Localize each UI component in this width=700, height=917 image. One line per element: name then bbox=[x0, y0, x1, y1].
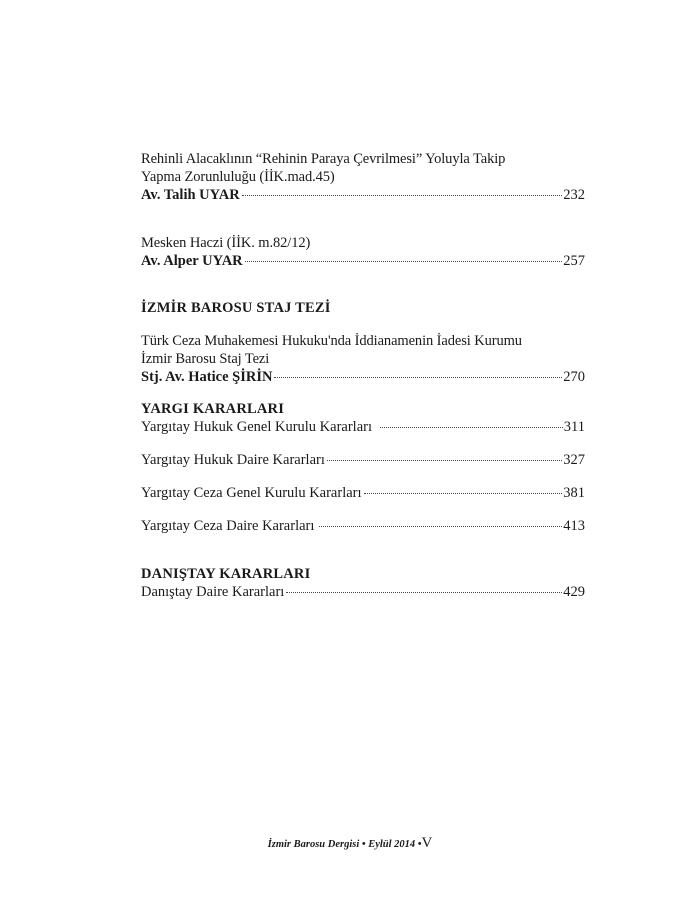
page-footer bbox=[0, 835, 700, 852]
dot-leader bbox=[364, 493, 563, 494]
dot-leader bbox=[274, 377, 562, 378]
dot-leader bbox=[327, 460, 562, 461]
entry-author-row bbox=[141, 252, 585, 270]
footer-page-number: V bbox=[421, 835, 433, 851]
toc-entry-staj-tezi bbox=[141, 332, 585, 386]
entry-label: Yargıtay Hukuk Genel Kurulu Kararları bbox=[141, 419, 373, 435]
toc-entry-row bbox=[141, 583, 585, 601]
entry-author: Av. Talih UYAR bbox=[141, 187, 240, 203]
entry-label: Yargıtay Ceza Genel Kurulu Kararları bbox=[141, 485, 362, 501]
table-of-contents bbox=[141, 150, 585, 601]
toc-entry-row bbox=[141, 418, 585, 436]
entry-title-line: İzmir Barosu Staj Tezi bbox=[141, 351, 270, 367]
entry-page-number: 270 bbox=[563, 369, 585, 385]
section-danistay-kararlari bbox=[141, 565, 585, 601]
section-yargi-kararlari bbox=[141, 400, 585, 535]
footer-date: Eylül 2014 bbox=[368, 839, 416, 850]
entry-label: Yargıtay Hukuk Daire Kararları bbox=[141, 452, 325, 468]
dot-leader bbox=[245, 261, 563, 262]
entry-page-number: 257 bbox=[563, 253, 585, 269]
section-heading: YARGI KARARLARI bbox=[141, 401, 285, 417]
footer-bullet: • bbox=[361, 839, 366, 850]
dot-leader bbox=[319, 526, 562, 527]
entry-page-number: 232 bbox=[563, 187, 585, 203]
toc-entry-rehinli-alacakli bbox=[141, 150, 585, 204]
entry-page-number: 381 bbox=[563, 485, 585, 501]
footer-journal-name: İzmir Barosu Dergisi bbox=[267, 839, 360, 850]
entry-label: Yargıtay Ceza Daire Kararları bbox=[141, 518, 315, 534]
entry-label: Danıştay Daire Kararları bbox=[141, 584, 285, 600]
entry-page-number: 327 bbox=[563, 452, 585, 468]
entry-title-line: Mesken Haczi (İİK. m.82/12) bbox=[141, 235, 311, 251]
section-heading: DANIŞTAY KARARLARI bbox=[141, 566, 311, 582]
dot-leader bbox=[242, 195, 563, 196]
entry-title-line: Yapma Zorunluluğu (İİK.mad.45) bbox=[141, 169, 335, 185]
entry-title-line: Türk Ceza Muhakemesi Hukuku'nda İddianamenin İadesi Kurumu bbox=[141, 333, 522, 349]
section-staj-tezi bbox=[141, 299, 585, 386]
toc-entry-row bbox=[141, 451, 585, 469]
dot-leader bbox=[380, 427, 563, 428]
section-heading: İZMİR BAROSU STAJ TEZİ bbox=[141, 300, 331, 316]
entry-title-line: Rehinli Alacaklının “Rehinin Paraya Çevrilmesi” Yoluyla Takip bbox=[141, 151, 506, 167]
entry-author-row bbox=[141, 186, 585, 204]
footer-bullet: • bbox=[417, 839, 422, 850]
entry-author: Stj. Av. Hatice ŞİRİN bbox=[141, 369, 273, 385]
dot-leader bbox=[286, 592, 562, 593]
entry-page-number: 429 bbox=[563, 584, 585, 600]
toc-entry-row bbox=[141, 517, 585, 535]
entry-page-number: 413 bbox=[563, 518, 585, 534]
entry-page-number: 311 bbox=[563, 419, 585, 435]
toc-entry-mesken-haczi bbox=[141, 234, 585, 270]
toc-entry-row bbox=[141, 484, 585, 502]
entry-author-row bbox=[141, 368, 585, 386]
entry-author: Av. Alper UYAR bbox=[141, 253, 243, 269]
